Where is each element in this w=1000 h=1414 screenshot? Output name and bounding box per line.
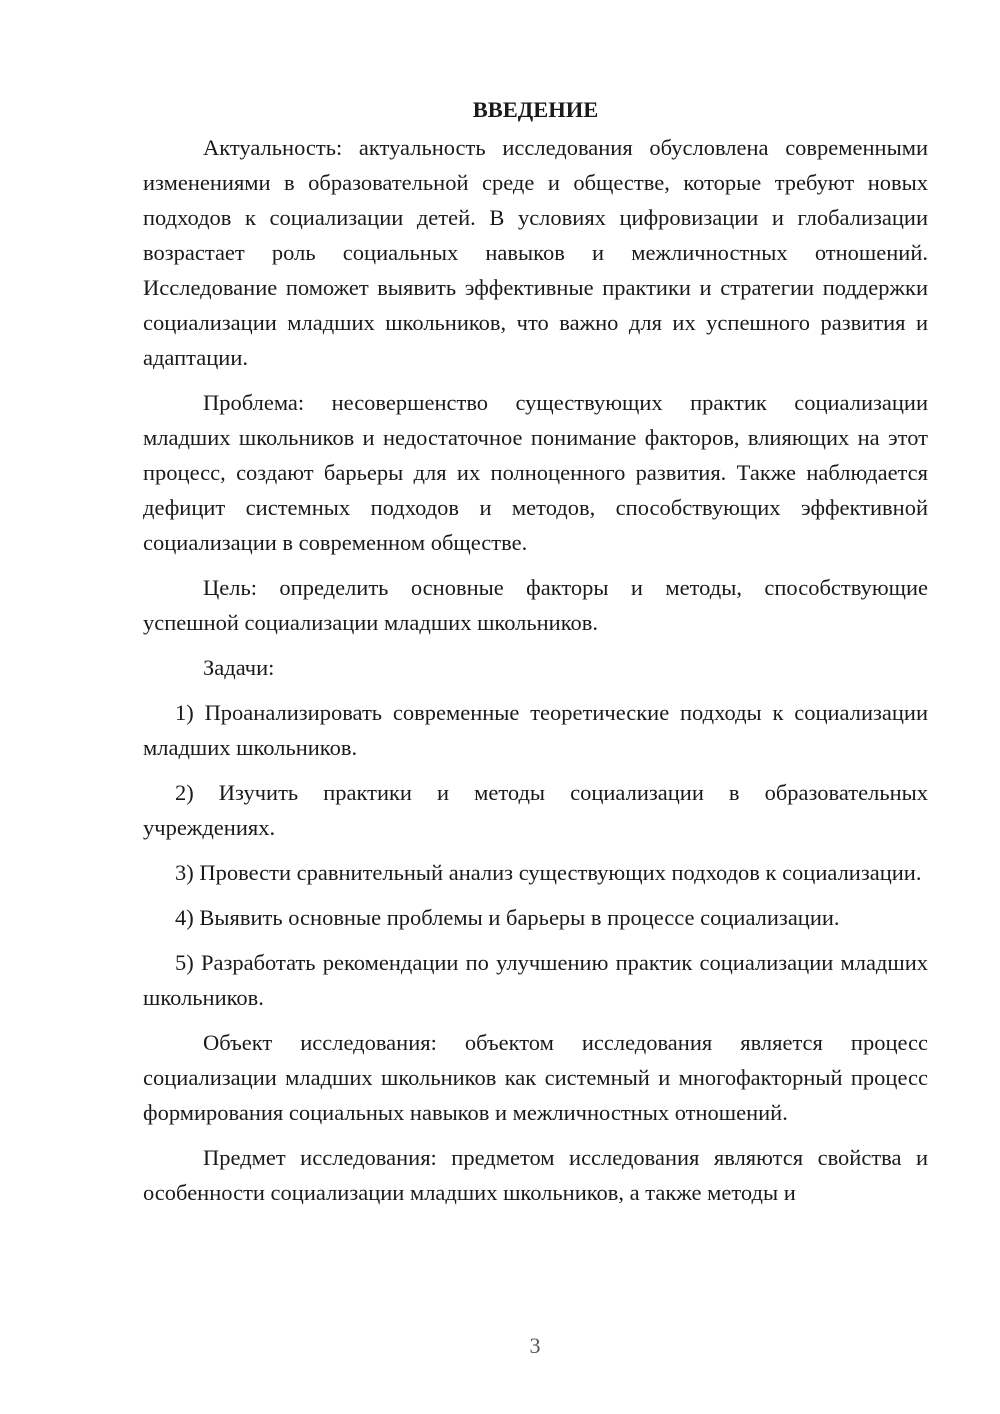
page-content — [143, 92, 928, 1220]
task-item-5: 5) Разработать рекомендации по улучшению практик социализации младших школьников. — [143, 950, 928, 1010]
paragraph-relevance: Актуальность: актуальность исследования обусловлена современными изменениями в образовательной среде и обществе, которые требуют новых подходов к социализации детей. В условиях цифровизации и глобализации возрастает роль социальных навыков и межличностных отношений. Исследование поможет выявить эффективные практики и стратегии поддержки социализации младших школьников, что важно для их успешного развития и адаптации. — [143, 135, 928, 370]
paragraph-problem: Проблема: несовершенство существующих практик социализации младших школьников и недостаточное понимание факторов, влияющих на этот процесс, создают барьеры для их полноценного развития. Также наблюдается дефицит системных подходов и методов, способствующих эффективной социализации в современном обществе. — [143, 390, 928, 555]
task-item-1: 1) Проанализировать современные теоретические подходы к социализации младших школьников. — [143, 700, 928, 760]
tasks-label: Задачи: — [203, 655, 275, 680]
task-item-4: 4) Выявить основные проблемы и барьеры в процессе социализации. — [175, 905, 840, 930]
paragraph-goal: Цель: определить основные факторы и методы, способствующие успешной социализации младших школьников. — [143, 575, 928, 635]
section-heading: ВВЕДЕНИЕ — [472, 97, 599, 122]
task-item-2: 2) Изучить практики и методы социализации в образовательных учреждениях. — [143, 780, 928, 840]
paragraph-subject: Предмет исследования: предметом исследования являются свойства и особенности социализации младших школьников, а также методы и — [143, 1145, 928, 1205]
page-number: 3 — [529, 1333, 541, 1358]
paragraph-object: Объект исследования: объектом исследования является процесс социализации младших школьников как системный и многофакторный процесс формирования социальных навыков и межличностных отношений. — [143, 1030, 928, 1125]
task-item-3: 3) Провести сравнительный анализ существующих подходов к социализации. — [175, 860, 922, 885]
